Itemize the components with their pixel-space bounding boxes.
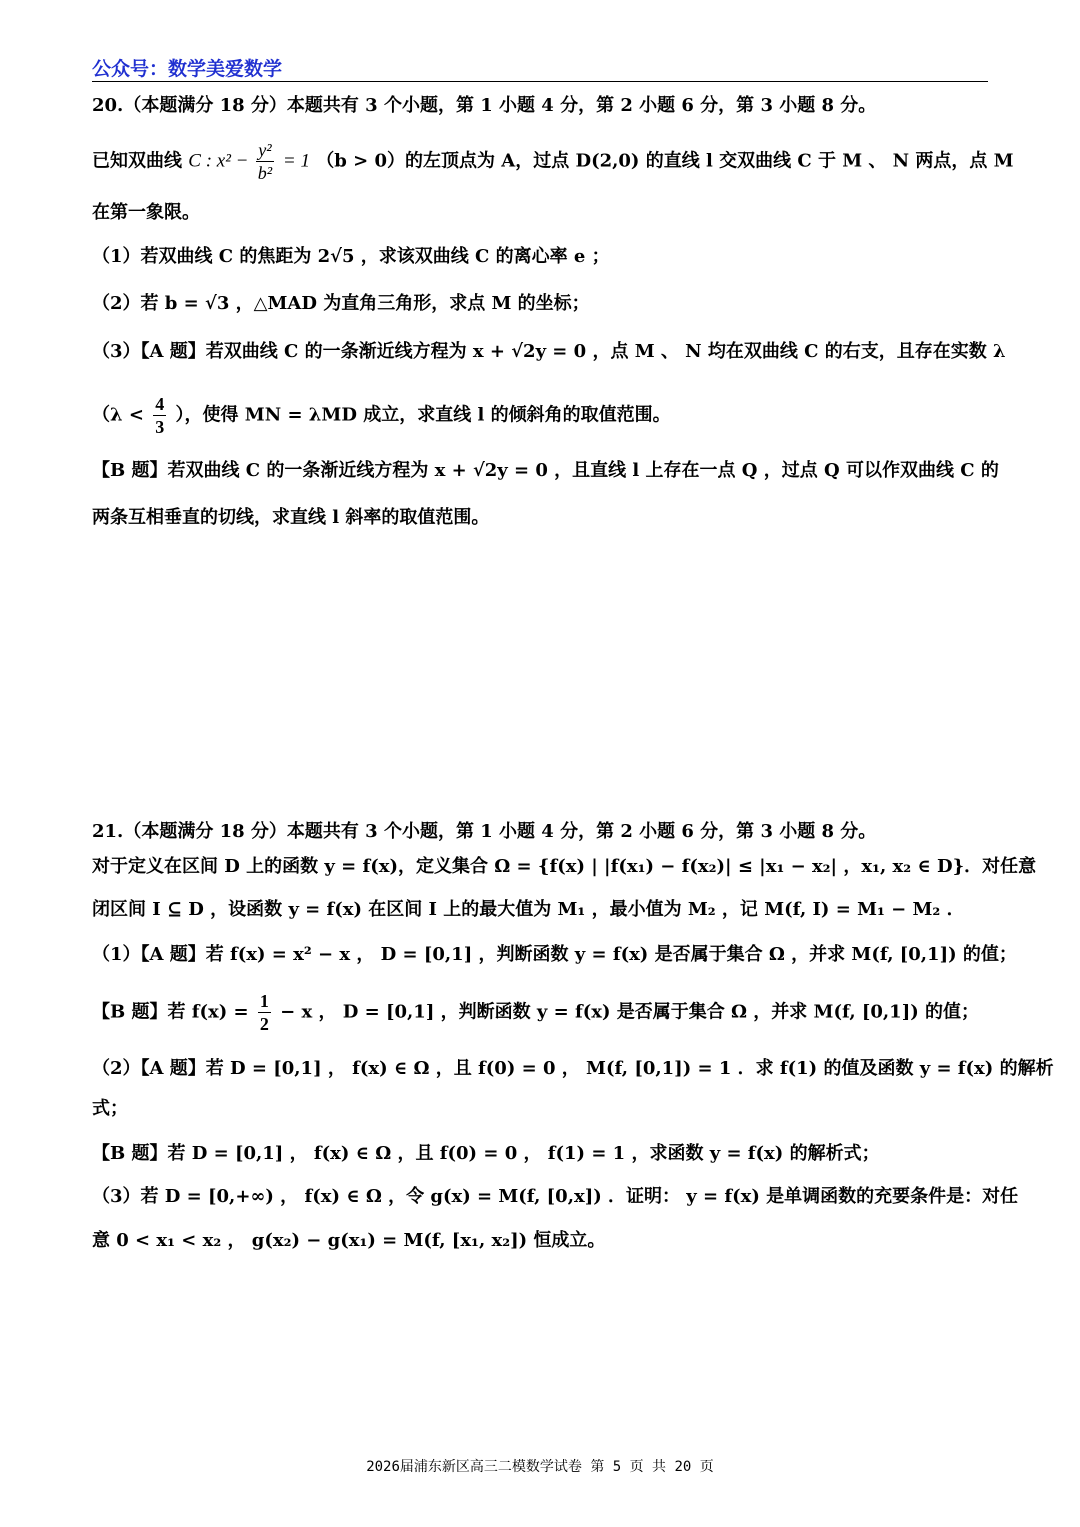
q21-p1B-den: 2 [259,1014,269,1034]
q20-part3B-line1: 【B 题】若双曲线 C 的一条渐近线方程为 x + √2y = 0 ，且直线 l 上存在一点 Q ，过点 Q 可以作双曲线 C 的 [92,460,999,481]
q20-frac-den: b² [257,163,273,183]
q20-part1: （1）若双曲线 C 的焦距为 2√5 ，求该双曲线 C 的离心率 e ； [92,246,610,267]
q21-title: 21.（本题满分 18 分）本题共有 3 个小题，第 1 小题 4 分，第 2 小题 6 分，第 3 小题 8 分。 [92,821,877,842]
q21-part2A-line2: 式； [92,1098,128,1119]
q20-curve-right: = 1 [282,150,310,172]
q20-stem-a: 已知双曲线 [92,150,182,172]
q21-part3-line1: （3）若 D = [0,+∞) ， f(x) ∈ Ω ，令 g(x) = M(f, [0,x]) ．证明： y = f(x) 是单调函数的充要条件是：对任 [92,1186,1019,1207]
header-divider [92,81,988,82]
q20-curve-left: C : x² − [188,150,254,172]
q20-title: 20.（本题满分 18 分）本题共有 3 个小题，第 1 小题 4 分，第 2 小题 6 分，第 3 小题 8 分。 [92,95,877,116]
q20-p3b-post: ），使得 MN = λMD 成立，求直线 l 的倾斜角的取值范围。 [175,404,671,426]
q20-p3b-fraction [153,395,166,436]
q20-part3B-line2: 两条互相垂直的切线，求直线 l 斜率的取值范围。 [92,507,490,528]
q20-stem-line1 [92,140,1014,183]
q21-p1B-pre: 【B 题】若 f(x) = [92,1001,255,1023]
q20-stem-c: 在第一象限。 [92,202,200,223]
q21-stem-line1: 对于定义在区间 D 上的函数 y = f(x)，定义集合 Ω = {f(x) | |f(x₁) − f(x₂)| ≤ |x₁ − x₂| ，x₁, x₂ ∈ D}．对任意 [92,856,1037,877]
account-header: 公众号：数学美爱数学 [92,58,283,80]
q20-part2: （2）若 b = √3 ，△MAD 为直角三角形，求点 M 的坐标； [92,293,590,314]
q21-part3-line2: 意 0 < x₁ < x₂ ， g(x₂) − g(x₁) = M(f, [x₁, x₂]) 恒成立。 [92,1230,606,1251]
q20-fraction [256,141,273,182]
page-footer: 2026届浦东新区高三二模数学试卷 第 5 页 共 20 页 [366,1459,714,1475]
q21-p1B-fraction [258,992,271,1033]
q20-part3a-line2 [92,395,992,436]
q20-frac-num: y² [258,140,272,160]
q21-stem-line2: 闭区间 I ⊆ D ，设函数 y = f(x) 在区间 I 上的最大值为 M₁ ，最小值为 M₂ ，记 M(f, I) = M₁ − M₂ ． [92,899,965,920]
q21-p1B-num: 1 [259,991,269,1011]
q20-part3a-line1: （3）【A 题】若双曲线 C 的一条渐近线方程为 x + √2y = 0 ，点 M 、 N 均在双曲线 C 的右支，且存在实数 λ [92,341,1006,362]
q21-part2B: 【B 题】若 D = [0,1] ， f(x) ∈ Ω ，且 f(0) = 0 ， f(1) = 1 ，求函数 y = f(x) 的解析式； [92,1143,880,1164]
q21-part1B [92,992,992,1033]
q20-p3b-num: 4 [155,394,165,414]
q20-p3b-den: 3 [155,417,165,437]
q21-p1B-post: − x ， D = [0,1] ，判断函数 y = f(x) 是否属于集合 Ω ，并求 M(f, [0,1]) 的值； [280,1001,979,1023]
q20-stem-b: （b > 0）的左顶点为 A，过点 D(2,0) 的直线 l 交双曲线 C 于 M 、 N 两点，点 M [316,150,1014,172]
q20-p3b-pre: （λ < [92,404,151,426]
q21-part1A: （1）【A 题】若 f(x) = x² − x ， D = [0,1] ，判断函数 y = f(x) 是否属于集合 Ω ，并求 M(f, [0,1]) 的值； [92,944,1017,965]
q21-part2A-line1: （2）【A 题】若 D = [0,1] ， f(x) ∈ Ω ，且 f(0) = 0 ， M(f, [0,1]) = 1 ．求 f(1) 的值及函数 y = f(x) 的解析 [92,1058,1054,1079]
